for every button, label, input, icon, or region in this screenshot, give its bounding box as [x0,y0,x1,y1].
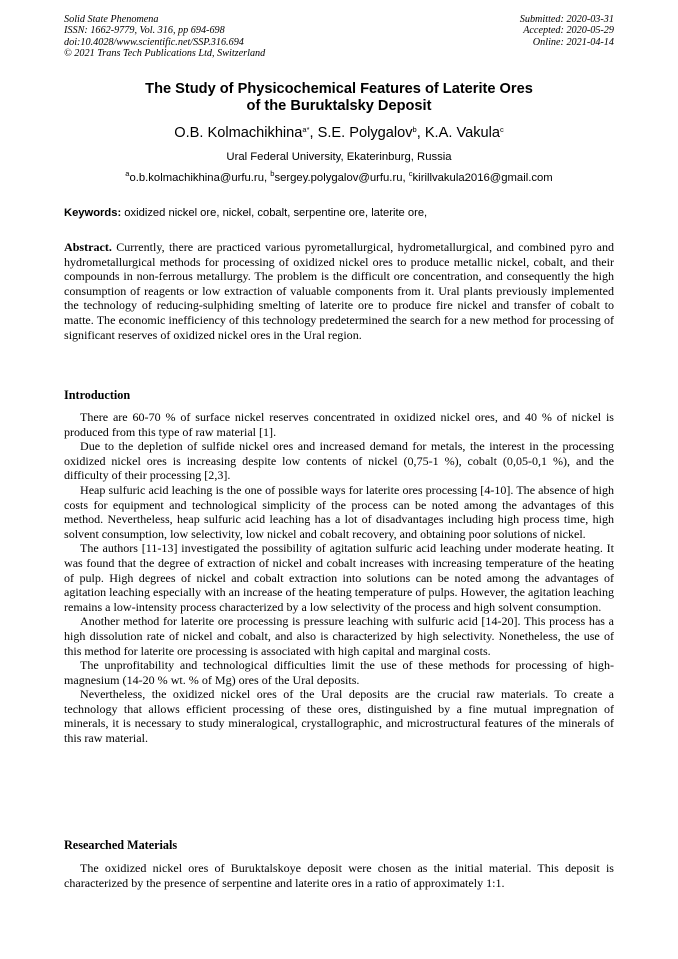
email-address: kirillvakula2016@gmail.com [412,172,553,184]
date-submitted: Submitted: 2020-03-31 [519,14,614,25]
submission-dates [520,14,614,48]
author-affil-mark: a* [302,125,310,134]
body-paragraph: Due to the depletion of sulfide nickel ores and increased demand for metals, the interest in the processing oxidized nickel ores is increasing despite low contents of nickel (0,75-1 %), cobalt (0,05-0,1 %), and the difficulty of their processing [2,3]. [64,439,614,483]
author-list [64,124,614,142]
keywords [64,206,614,220]
body-paragraph: There are 60-70 % of surface nickel reserves concentrated in oxidized nickel ores, and 40 % of nickel is produced from this type of raw material [1]. [64,410,614,439]
author-emails [64,171,614,185]
email-mark: a [125,169,130,178]
journal-name: Solid State Phenomena [64,14,159,25]
materials-section [64,861,614,890]
email-separator: , [402,172,409,184]
email-mark: c [408,169,413,178]
author-affil-mark: b [412,125,417,134]
title-line-2: of the Buruktalsky Deposit [246,98,432,114]
author-affil-mark: c [500,125,504,134]
author-name: O.B. Kolmachikhina [174,125,303,141]
email-mark: b [270,169,275,178]
materials-heading: Researched Materials [64,838,178,852]
journal-header [64,14,265,60]
abstract-paragraph [64,240,614,342]
journal-doi: doi:10.4028/www.scientific.net/SSP.316.694 [64,36,244,48]
author-name: S.E. Polygalov [317,125,413,141]
title-line-1: The Study of Physicochemical Features of Laterite Ores [145,81,533,97]
journal-copyright: © 2021 Trans Tech Publications Ltd, Switzerland [64,48,266,60]
author-separator: , [309,125,318,141]
email-address: o.b.kolmachikhina@urfu.ru [129,172,264,184]
email-separator: , [263,172,271,184]
author-name: K.A. Vakula [424,125,500,141]
journal-issn-volume: ISSN: 1662-9779, Vol. 316, pp 694-698 [64,25,225,37]
body-paragraph: The authors [11-13] investigated the possibility of agitation sulfuric acid leaching under moderate heating. It was found that the degree of extraction of nickel and cobalt increases with increasing temperature of the heating of pulp. High degrees of nickel and cobalt extraction into solutions can be noted among the advantages of agitation leaching especially with an increase of the heating temperature of pulps. However, the agitation leaching remains a low-intensity process characterized by a low selectivity of the process and high solvent consumption. [64,541,614,614]
date-online: Online: 2021-04-14 [532,36,614,48]
introduction-heading: Introduction [64,388,131,402]
introduction-section [64,410,614,746]
date-accepted: Accepted: 2020-05-29 [523,25,614,37]
paper-title [64,81,614,115]
abstract [64,240,614,342]
keywords-label: Keywords: [64,207,122,219]
body-paragraph: Nevertheless, the oxidized nickel ores of the Ural deposits are the crucial raw materials. To create a technology that allows efficient processing of these ores, distinguished by a fine mutual impregnation of minerals, it is necessary to study mineralogical, crystallographic, and microstructural features of the minerals of this raw material. [64,687,614,746]
body-paragraph: Another method for laterite ore processing is pressure leaching with sulfuric acid [14-20]. This process has a high dissolution rate of nickel and cobalt, and also is characterized by high selectivity. Nonetheless, the use of this method for laterite ore processing is associated with high capital and marginal costs. [64,614,614,658]
keywords-text: oxidized nickel ore, nickel, cobalt, serpentine ore, laterite ore, [121,207,428,219]
affiliation: Ural Federal University, Ekaterinburg, Russia [226,151,452,163]
body-paragraph: The oxidized nickel ores of Buruktalskoye deposit were chosen as the initial material. This deposit is characterized by the presence of serpentine and laterite ores in a ratio of approximately 1:1. [64,861,614,890]
body-paragraph: The unprofitability and technological difficulties limit the use of these methods for processing of high-magnesium (14-20 % wt. % of Mg) ores of the Ural deposits. [64,658,614,687]
abstract-label: Abstract. [64,240,112,254]
body-paragraph: Heap sulfuric acid leaching is the one of possible ways for laterite ores processing [4-10]. The absence of high costs for equipment and technological simplicity of the process can be noted among the advantages of this method. Nevertheless, heap sulfuric acid leaching has a lot of disadvantages including high process time, high solvent consumption, low selectivity, low nickel and cobalt recovery, and obtaining poor solutions of nickel. [64,482,614,541]
author-separator: , [416,125,425,141]
email-address: sergey.polygalov@urfu.ru [274,172,403,184]
abstract-text: Currently, there are practiced various pyrometallurgical, hydrometallurgical, and combined pyro and hydrometallurgical methods for processing of oxidized nickel ores to produce metallic nickel, cobalt, and their compounds in non-ferrous metallurgy. The problem is the difficult ore concentration, and consequently the high consumption of reagents or low extraction of valuable components from it. Ural plants previously implemented the technology of reducing-sulphiding smelting of laterite ore to produce fire nickel and transfer of cobalt to matte. The economic inefficiency of this technology predetermined the search for a new method for processing of significant reserves of oxidized nickel ores in the Ural region. [64,240,614,342]
